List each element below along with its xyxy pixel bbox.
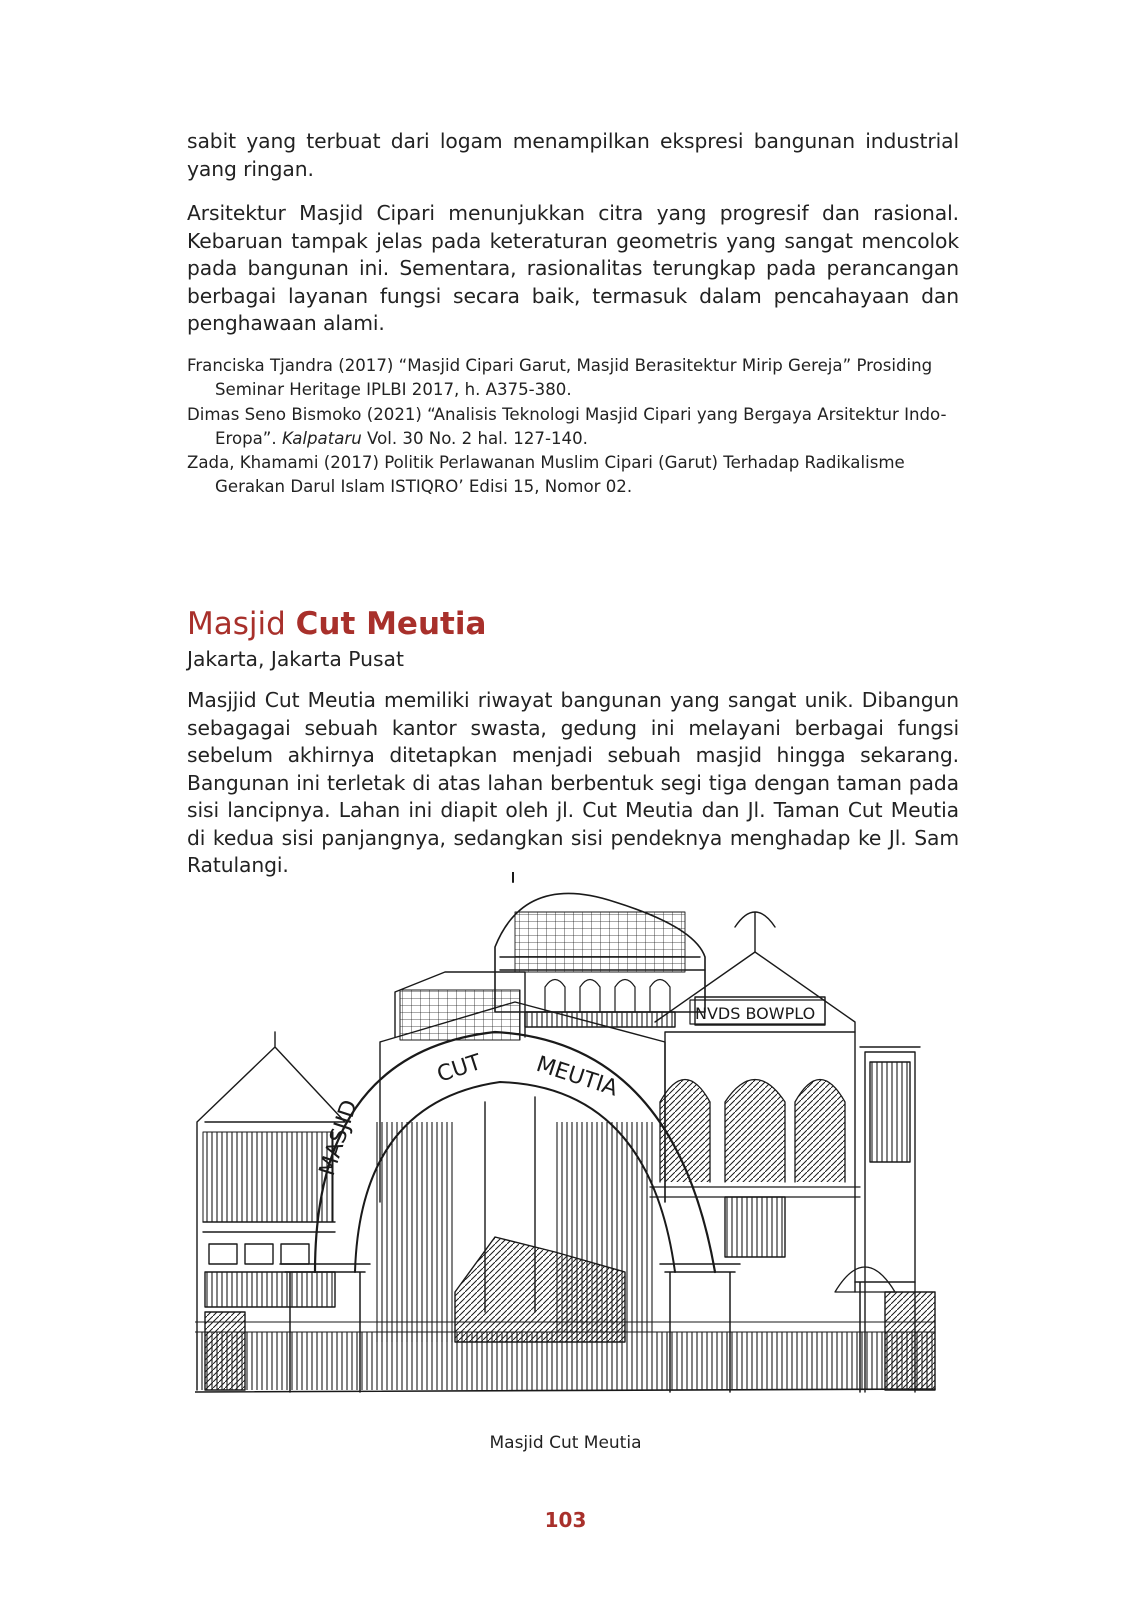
- sketch-arch-word-cut: CUT: [434, 1050, 485, 1088]
- mosque-sketch-illustration: [195, 872, 959, 1422]
- reference-text-end: Vol. 30 No. 2 hal. 127-140.: [361, 428, 588, 448]
- section-title-light: Masjid: [187, 606, 296, 642]
- section-title: [187, 604, 959, 644]
- reference-text: Dimas Seno Bismoko (2021) “Analisis Teknologi Masjid Cipari yang Bergaya Arsitektur Indo-Eropa”.: [187, 404, 947, 448]
- figure-caption: Masjid Cut Meutia: [489, 1433, 642, 1453]
- reference-text: Zada, Khamami (2017) Politik Perlawanan Muslim Cipari (Garut) Terhadap Radikalisme Gerakan Darul Islam ISTIQRO’ Edisi 15, Nomor 02.: [187, 453, 905, 497]
- page-number: 103: [544, 1508, 587, 1532]
- reference-item: [187, 451, 959, 500]
- sketch-sign-text: NVDS BOWPLO: [695, 1004, 816, 1023]
- section-paragraph: Masjjid Cut Meutia memiliki riwayat bangunan yang sangat unik. Dibangun sebagagai sebuah kantor swasta, gedung ini melayani berbagai fungsi sebelum akhirnya ditetapkan menjadi sebuah masjid hingga sekarang. Bangunan ini terletak di atas lahan berbentuk segi tiga dengan taman pada sisi lancipnya. Lahan ini diapit oleh jl. Cut Meutia dan Jl. Taman Cut Meutia di kedua sisi panjangnya, sedangkan sisi pendeknya menghadap ke Jl. Sam Ratulangi.: [187, 688, 959, 877]
- section-subtitle: Jakarta, Jakarta Pusat: [187, 647, 404, 671]
- body-paragraph-1: sabit yang terbuat dari logam menampilkan ekspresi bangunan industrial yang ringan.: [187, 129, 959, 181]
- reference-list: [187, 354, 959, 500]
- section-title-bold: Cut Meutia: [295, 606, 487, 642]
- reference-journal: Kalpataru: [281, 428, 362, 448]
- reference-item: [187, 403, 959, 452]
- reference-text: Franciska Tjandra (2017) “Masjid Cipari Garut, Masjid Berasitektur Mirip Gereja” Prosiding Seminar Heritage IPLBI 2017, h. A375-380.: [187, 356, 933, 400]
- reference-item: [187, 354, 959, 403]
- sketch-arch-word-meutia: MEUTIA: [533, 1051, 621, 1102]
- body-paragraph-2: Arsitektur Masjid Cipari menunjukkan citra yang progresif dan rasional. Kebaruan tampak jelas pada keteraturan geometris yang sangat mencolok pada bangunan ini. Sementara, rasionalitas terungkap pada perancangan berbagai layanan fungsi secara baik, termasuk dalam pencahayaan dan penghawaan alami.: [187, 201, 959, 335]
- sketch-arch-word-masjid: MASJID: [314, 1097, 363, 1179]
